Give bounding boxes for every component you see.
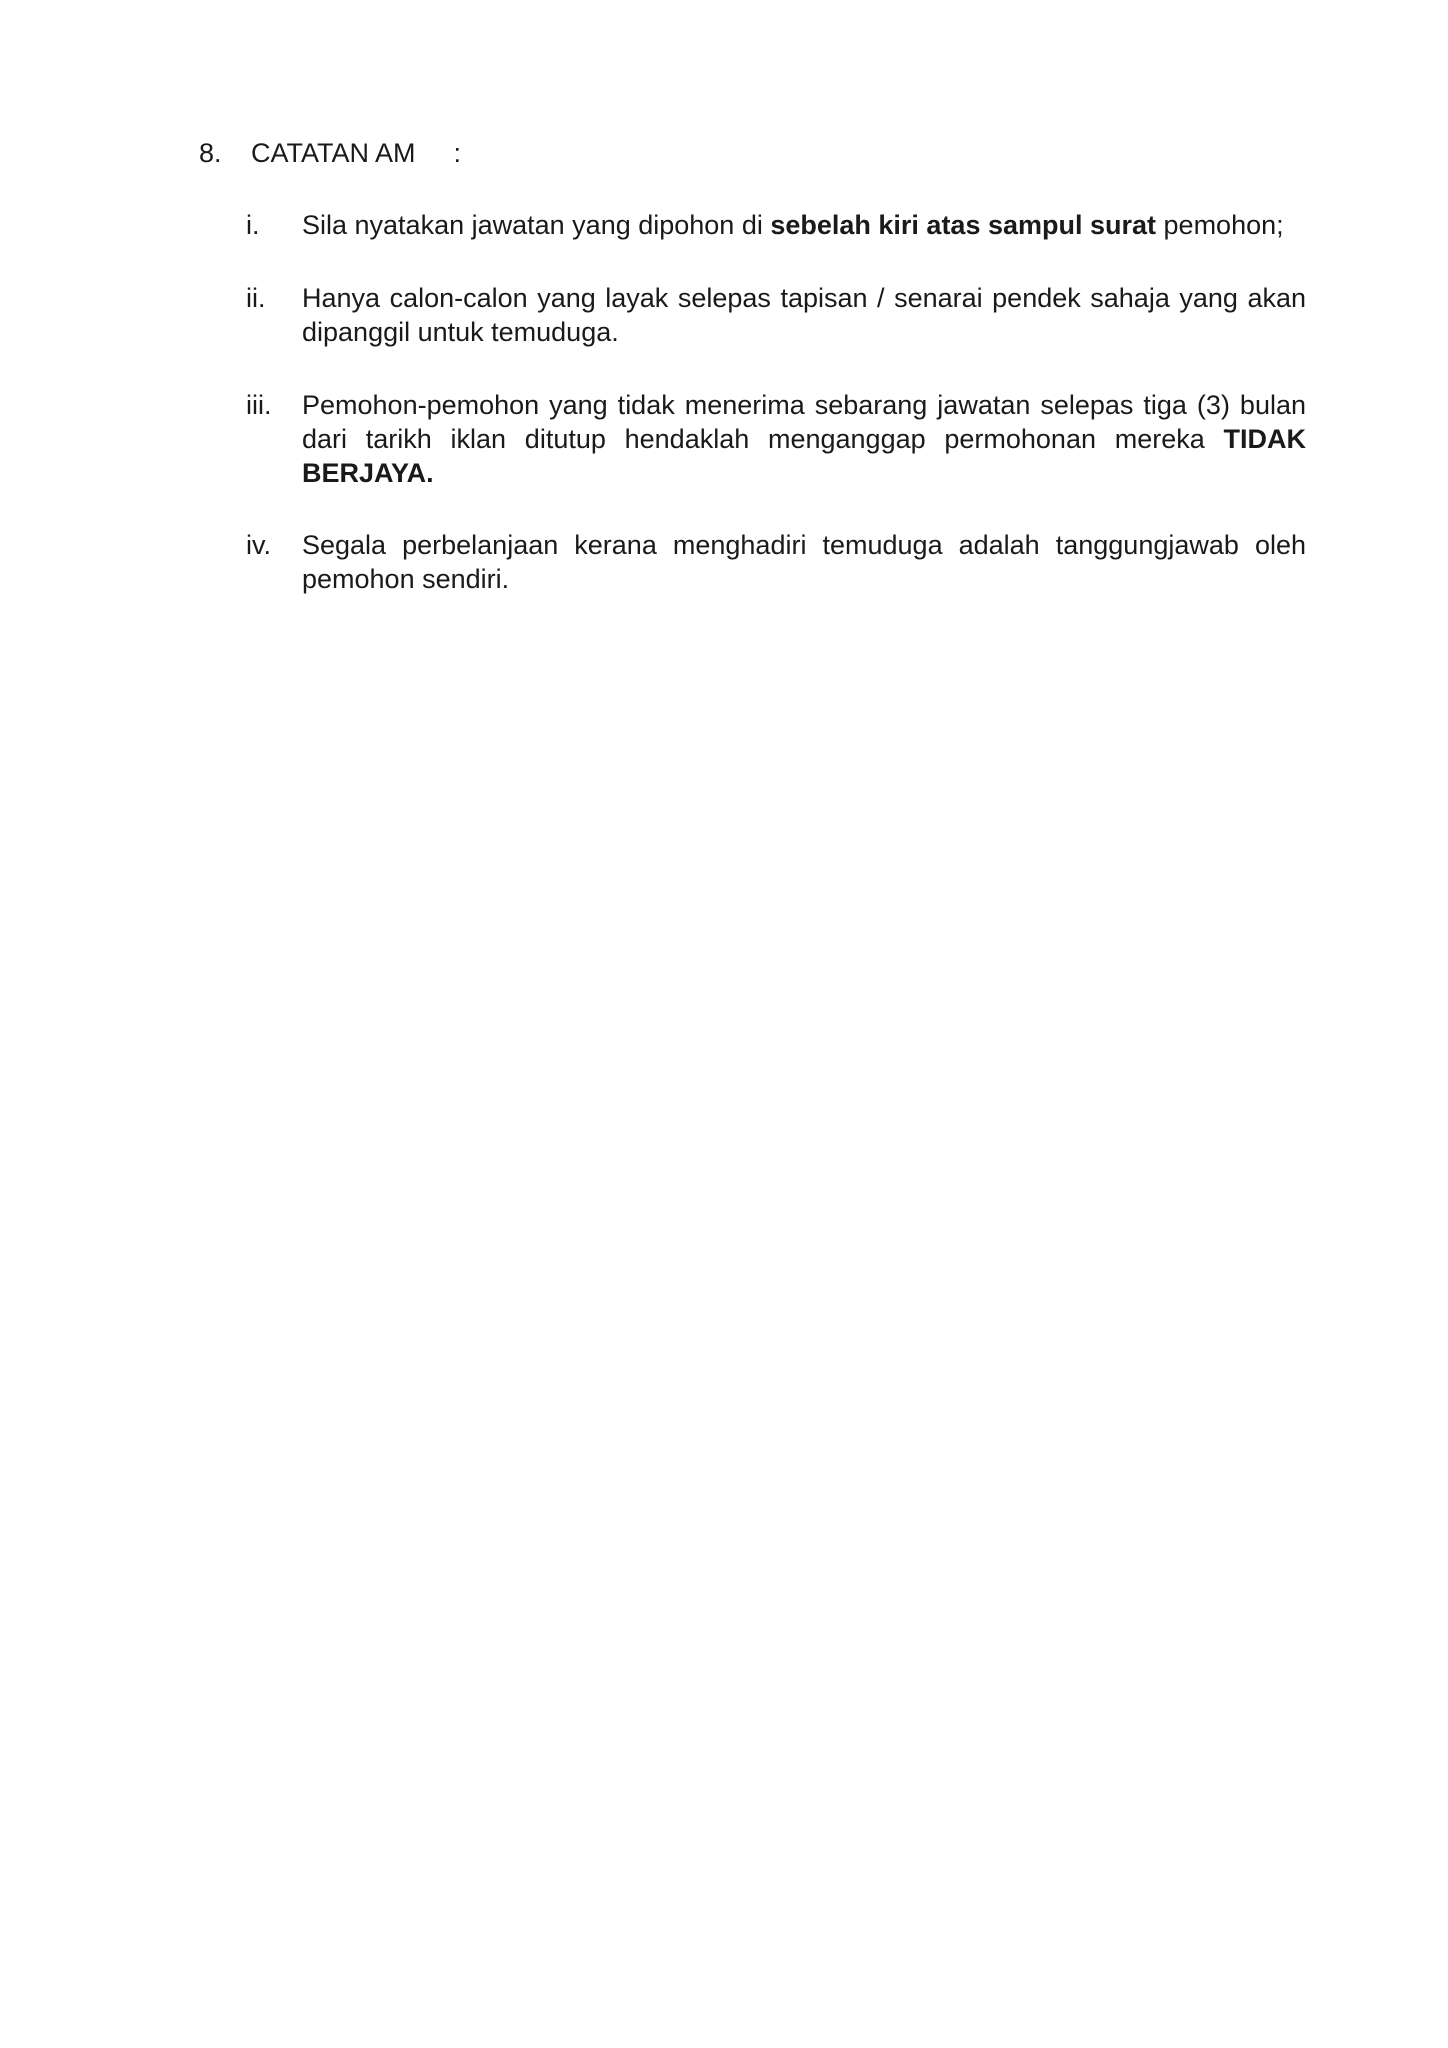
list-item-numeral: ii.: [246, 283, 266, 313]
list-item-text: Hanya calon-calon yang layak selepas tapisan / senarai pendek sahaja yang akan dipanggil untuk temuduga.: [302, 283, 1306, 347]
list-item-text: Segala perbelanjaan kerana menghadiri temuduga adalah tanggungjawab oleh pemohon sendiri.: [302, 530, 1306, 594]
note-text-end: pemohon;: [1156, 210, 1284, 240]
list-item-numeral: iv.: [246, 530, 271, 560]
section-number: 8.: [199, 138, 222, 168]
note-bold-text: TIDAK BERJAYA.: [302, 424, 1306, 488]
list-item-text: [302, 208, 1306, 242]
section-heading: [199, 136, 461, 170]
section-title: CATATAN AM: [251, 138, 416, 168]
list-item-text: [302, 388, 1306, 490]
note-bold-text: sebelah kiri atas sampul surat: [770, 210, 1157, 240]
section-colon: :: [453, 138, 462, 168]
note-text: Sila nyatakan jawatan yang dipohon di: [302, 210, 771, 240]
list-item-numeral: i.: [246, 210, 260, 240]
list-item-numeral: iii.: [246, 390, 272, 420]
note-text: Pemohon-pemohon yang tidak menerima sebarang jawatan selepas tiga (3) bulan dari tarikh iklan ditutup hendaklah menganggap permohonan mereka: [302, 390, 1306, 454]
